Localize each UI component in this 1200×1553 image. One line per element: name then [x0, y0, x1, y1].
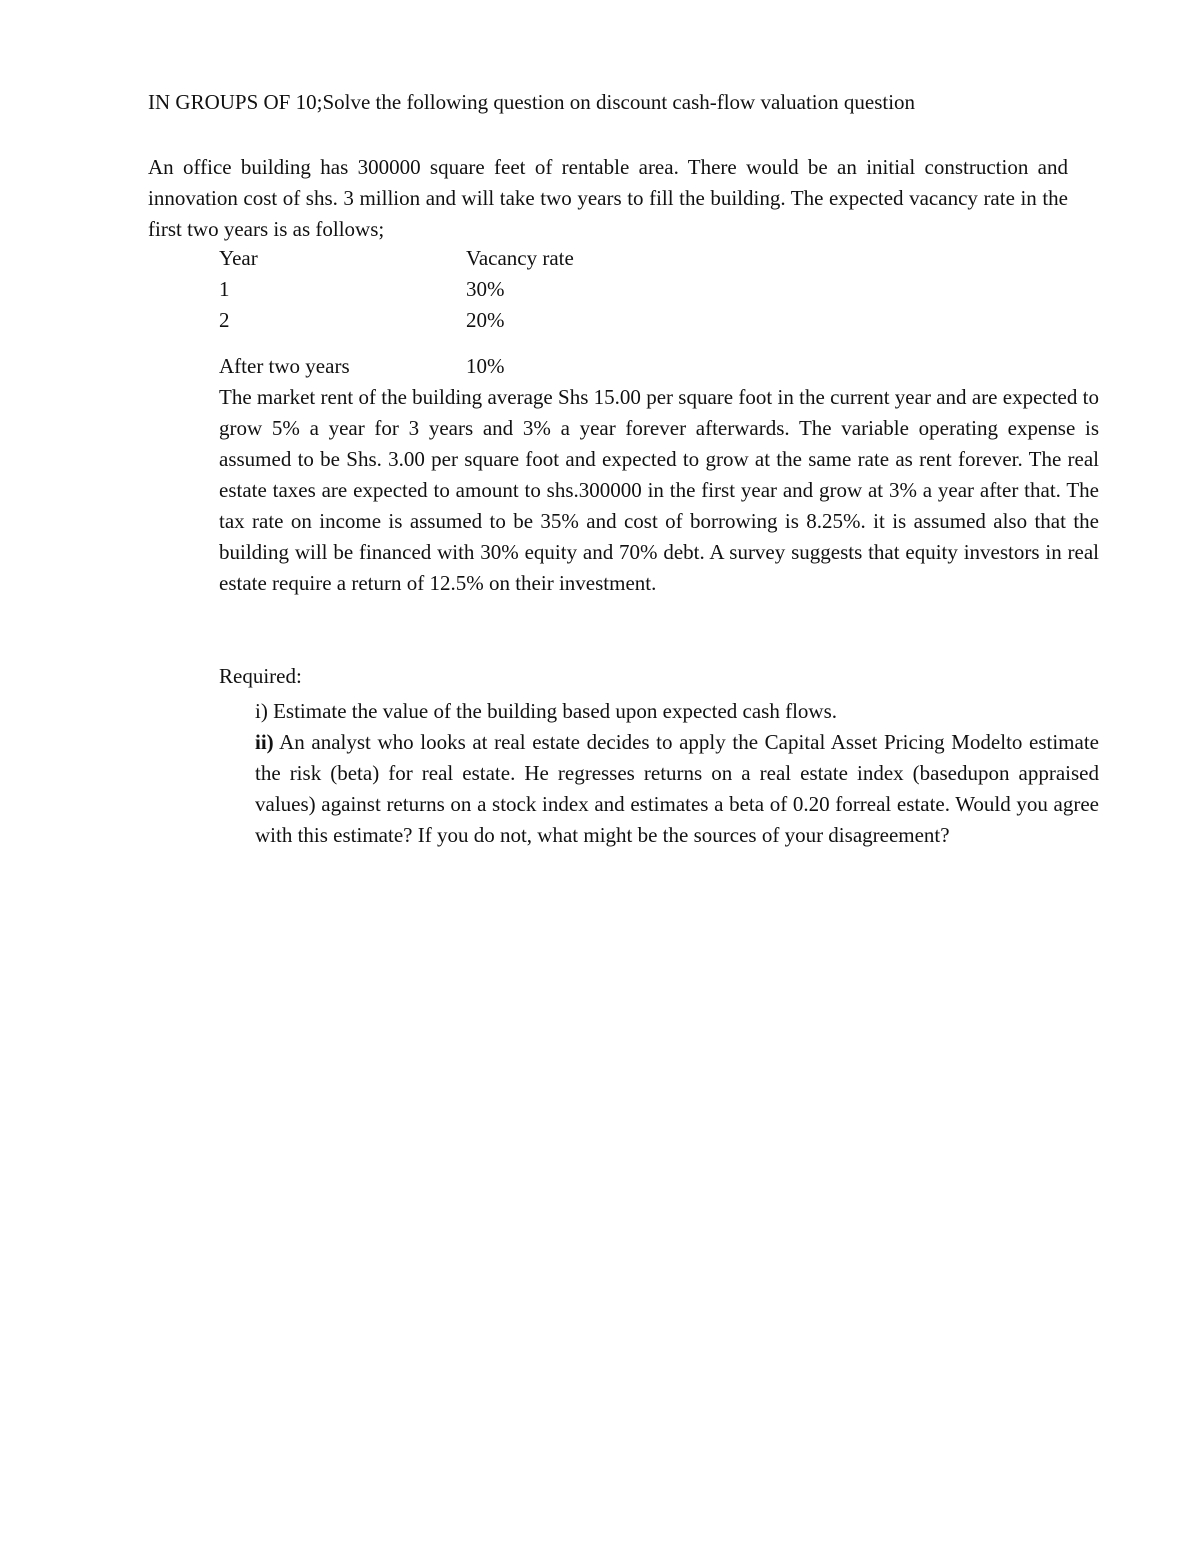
required-item-ii-marker: ii)	[255, 730, 274, 754]
required-item-i	[255, 696, 1099, 727]
vacancy-after-label: After two years	[219, 354, 350, 378]
vacancy-row-rate: 20%	[466, 308, 505, 332]
vacancy-row-rate: 30%	[466, 277, 505, 301]
required-item-ii-text	[255, 727, 1099, 851]
required-item-i-body: Estimate the value of the building based upon expected cash flows.	[273, 699, 838, 723]
intro-paragraph	[148, 152, 1068, 245]
required-item-i-marker: i)	[255, 699, 268, 723]
vacancy-header-rate: Vacancy rate	[466, 246, 574, 270]
required-label: Required:	[219, 664, 302, 688]
required-item-ii	[255, 727, 1099, 851]
market-text: The market rent of the building average Shs 15.00 per square foot in the current year and are expected to grow 5% a year for 3 years and 3% a year forever afterwards. The variable operating expense is assumed to be Shs. 3.00 per square foot and expected to grow at the same rate as rent forever. The real estate taxes are expected to amount to shs.300000 in the first year and grow at 3% a year after that. The tax rate on income is assumed to be 35% and cost of borrowing is 8.25%. it is assumed also that the building will be financed with 30% equity and 70% debt. A survey suggests that equity investors in real estate require a return of 12.5% on their investment.	[219, 385, 1099, 595]
market-paragraph	[219, 382, 1099, 599]
vacancy-header-year: Year	[219, 246, 258, 270]
document-heading: IN GROUPS OF 10;Solve the following question on discount cash-flow valuation question	[148, 90, 916, 114]
vacancy-row-year: 1	[219, 277, 230, 301]
vacancy-row-year: 2	[219, 308, 230, 332]
required-item-ii-body: An analyst who looks at real estate decides to apply the Capital Asset Pricing Modelto estimate the risk (beta) for real estate. He regresses returns on a real estate index (basedupon appraised values) against returns on a stock index and estimates a beta of 0.20 forreal estate. Would you agree with this estimate? If you do not, what might be the sources of your disagreement?	[255, 730, 1099, 847]
vacancy-after-rate: 10%	[466, 354, 505, 378]
required-item-i-text	[255, 696, 1099, 727]
intro-text: An office building has 300000 square feet of rentable area. There would be an initial construction and innovation cost of shs. 3 million and will take two years to fill the building. The expected vacancy rate in the first two years is as follows;	[148, 155, 1068, 241]
